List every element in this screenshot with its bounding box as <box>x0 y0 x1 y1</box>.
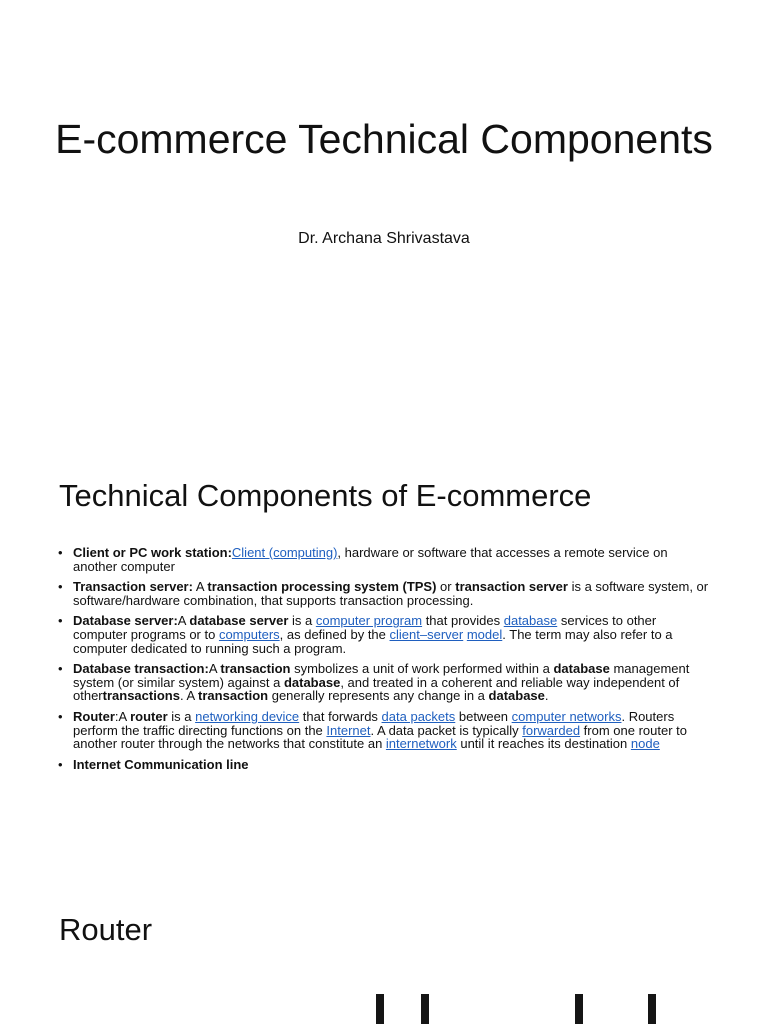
bullet-text: is a <box>288 613 316 629</box>
bullet-text: that provides <box>422 613 504 629</box>
bullet-client <box>58 546 713 573</box>
bold-text: transaction processing system (TPS) <box>207 579 437 595</box>
router-antenna <box>376 994 384 1024</box>
bullet-text: , and treated in a coherent and reliable way independent of other <box>73 674 680 704</box>
bold-text: transaction <box>198 688 269 704</box>
slide-heading: Technical Components of E-commerce <box>59 478 592 513</box>
bullet-database-transaction <box>58 662 713 703</box>
bullet-text: A <box>208 661 221 677</box>
title-slide <box>0 0 768 432</box>
bullet-router <box>58 710 713 751</box>
slide-author: Dr. Archana Shrivastava <box>298 230 470 247</box>
bold-text: transaction <box>220 661 291 677</box>
bold-text: router <box>130 708 168 724</box>
bullet-term: Internet Communication line <box>73 756 249 772</box>
bullet-text: from one router to another router through the networks that constitute an <box>73 722 688 752</box>
bullet-term: Database server: <box>73 613 178 629</box>
bullet-list <box>58 546 713 778</box>
bullet-text: is a software system, or software/hardware combination, that supports transaction processing. <box>73 579 709 608</box>
bold-text: transaction server <box>455 579 568 595</box>
link-data-packets[interactable]: data packets <box>381 708 456 724</box>
link-networking-device[interactable]: networking device <box>195 708 300 724</box>
bullet-text: . A data packet is typically <box>370 722 523 738</box>
link-computers[interactable]: computers <box>218 626 280 642</box>
bullet-text: A <box>192 579 208 595</box>
bullet-transaction-server <box>58 580 713 607</box>
bullet-text: until it reaches its destination <box>456 736 631 752</box>
bold-text: database <box>488 688 545 704</box>
bullet-text: symbolizes a unit of work performed within a <box>290 661 554 677</box>
bullet-text: . The term may also refer to a computer dedicated to running such a program. <box>73 626 673 656</box>
bullet-term: Router <box>73 708 115 724</box>
router-photo <box>0 994 768 1024</box>
bullet-text: . <box>544 688 549 704</box>
link-forwarded[interactable]: forwarded <box>522 722 581 738</box>
components-slide <box>0 440 768 872</box>
bullet-internet-line <box>58 758 713 772</box>
link-computer-program[interactable]: computer program <box>315 613 423 629</box>
bullet-text: . Routers perform the traffic directing functions on the <box>73 708 675 738</box>
bullet-text: :A <box>114 708 131 724</box>
bold-text: database server <box>189 613 289 629</box>
bullet-text: that forwards <box>299 708 382 724</box>
bullet-text: or <box>436 579 456 595</box>
router-antenna <box>421 994 429 1024</box>
link-client-server[interactable]: client–server <box>389 626 464 642</box>
link-internet[interactable]: Internet <box>326 722 371 738</box>
bullet-term: Transaction server: <box>73 579 193 595</box>
link-internetwork[interactable]: internetwork <box>385 736 457 752</box>
link-client-computing[interactable]: Client (computing) <box>231 545 338 560</box>
bullet-text: between <box>455 708 512 724</box>
bullet-text: , hardware or software that accesses a remote service on another computer <box>73 545 668 574</box>
bullet-text: services to other computer programs or to <box>73 613 657 642</box>
bold-text: transactions <box>102 688 180 704</box>
router-antenna <box>575 994 583 1024</box>
bullet-text: management system (or similar system) against a <box>73 661 690 690</box>
bullet-text: A <box>177 613 190 629</box>
link-database[interactable]: database <box>503 613 558 629</box>
link-node[interactable]: node <box>630 736 660 752</box>
router-slide <box>0 880 768 1024</box>
slide-heading: Router <box>59 912 153 947</box>
bold-text: database <box>283 674 341 690</box>
bullet-term: Database transaction: <box>73 661 209 677</box>
link-computer-networks[interactable]: computer networks <box>511 708 622 724</box>
router-antenna <box>648 994 656 1024</box>
bullet-text: generally represents any change in a <box>268 688 489 704</box>
bullet-term: Client or PC work station: <box>73 545 232 560</box>
link-model[interactable]: model <box>466 626 503 642</box>
bullet-text: . A <box>179 688 199 704</box>
bullet-database-server <box>58 614 713 655</box>
bullet-text: , as defined by the <box>279 626 390 642</box>
slide-title: E-commerce Technical Components <box>55 116 713 162</box>
bullet-text: is a <box>167 708 196 724</box>
bold-text: database <box>553 661 610 677</box>
